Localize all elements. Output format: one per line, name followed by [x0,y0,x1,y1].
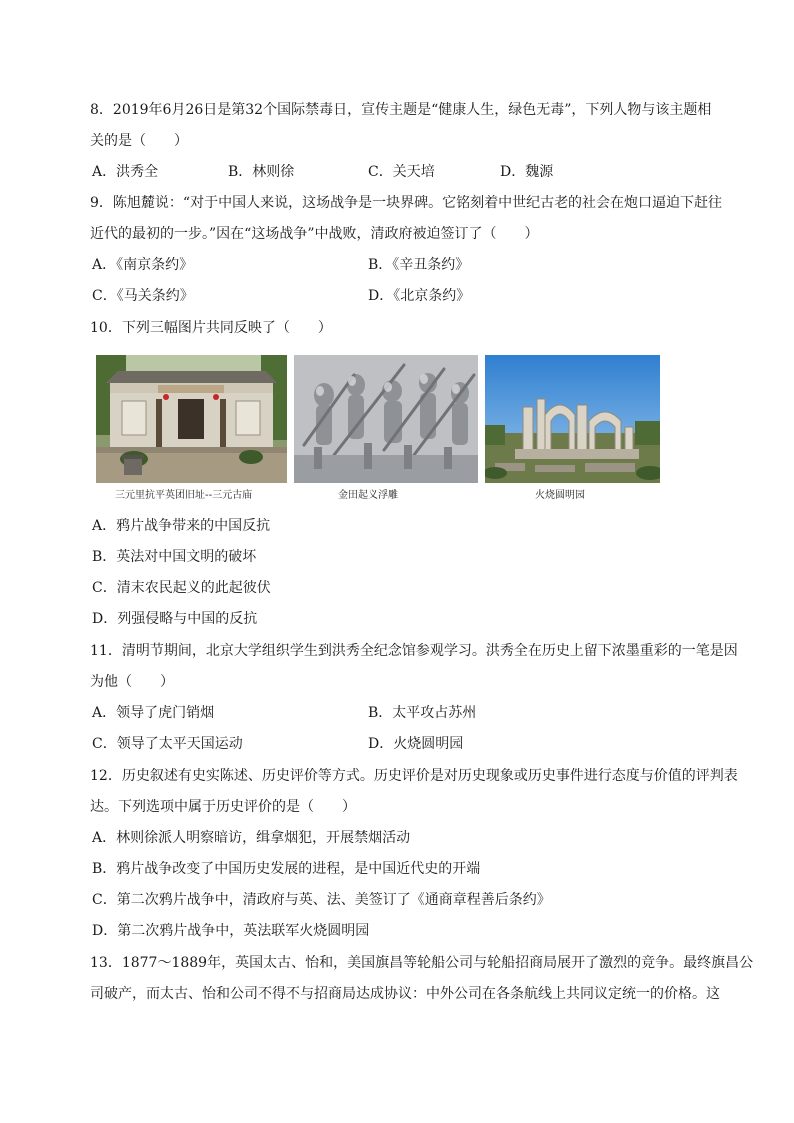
q8-option-b[interactable]: B．林则徐 [228,164,295,180]
q12-option-c[interactable]: C．第二次鸦片战争中，清政府与英、法、美签订了《通商章程善后条约》 [92,892,551,908]
q8-stem-line1: 8．2019年6月26日是第32个国际禁毒日，宣传主题是“健康人生，绿色无毒”，下列人物与该主题相 [90,102,712,118]
q11-option-b[interactable]: B．太平攻占苏州 [368,705,477,721]
q9-option-b[interactable]: B．《辛丑条约》 [368,257,470,273]
q9-option-d[interactable]: D．《北京条约》 [368,288,471,304]
caption-figure-3: 火烧圆明园 [535,490,585,501]
caption-figure-1: 三元里抗平英团旧址--三元古庙 [115,490,253,501]
q10-option-c[interactable]: C．清末农民起义的此起彼伏 [92,580,271,596]
q10-stem: 10．下列三幅图片共同反映了（ ） [90,320,332,336]
q8-stem-line2: 关的是（ ） [90,133,188,149]
q11-option-d[interactable]: D．火烧圆明园 [368,736,464,752]
q12-stem-line2: 达。下列选项中属于历史评价的是（ ） [90,799,356,815]
q9-stem-line2: 近代的最初的一步。”因在“这场战争”中战败，清政府被迫签订了（ ） [90,226,539,242]
q9-option-c[interactable]: C．《马关条约》 [92,288,194,304]
q8-option-d[interactable]: D．魏源 [500,164,554,180]
q11-option-a[interactable]: A．领导了虎门销烟 [92,705,215,721]
q11-option-c[interactable]: C．领导了太平天国运动 [92,736,243,752]
figure-jintian-relief [294,355,478,483]
q12-option-a[interactable]: A．林则徐派人明察暗访，缉拿烟犯，开展禁烟活动 [92,830,411,846]
q9-option-a[interactable]: A．《南京条约》 [92,257,194,273]
q12-option-b[interactable]: B．鸦片战争改变了中国历史发展的进程，是中国近代史的开端 [92,861,481,877]
q9-stem-line1: 9．陈旭麓说：“对于中国人来说，这场战争是一块界碑。它铭刻着中世纪古老的社会在炮口逼迫下赶往 [90,195,723,211]
q13-stem-line2: 司破产，而太古、怡和公司不得不与招商局达成协议：中外公司在各条航线上共同议定统一的价格。这 [90,986,720,1002]
q11-stem-line2: 为他（ ） [90,674,174,690]
q10-option-d[interactable]: D．列强侵略与中国的反抗 [92,611,258,627]
caption-figure-2: 金田起义浮雕 [338,490,398,501]
q13-stem-line1: 13．1877～1889年，英国太古、怡和，美国旗昌等轮船公司与轮船招商局展开了激烈的竞争。最终旗昌公 [90,955,754,971]
figure-yuanmingyuan-ruins [485,355,660,483]
q11-stem-line1: 11．清明节期间，北京大学组织学生到洪秀全纪念馆参观学习。洪秀全在历史上留下浓墨重彩的一笔是因 [90,643,738,659]
q8-option-a[interactable]: A．洪秀全 [92,164,159,180]
q12-option-d[interactable]: D．第二次鸦片战争中，英法联军火烧圆明园 [92,923,370,939]
q8-option-c[interactable]: C．关天培 [368,164,435,180]
q10-option-b[interactable]: B．英法对中国文明的破坏 [92,549,257,565]
q10-option-a[interactable]: A．鸦片战争带来的中国反抗 [92,518,271,534]
figure-sanyuanli-temple [96,355,287,483]
q12-stem-line1: 12．历史叙述有史实陈述、历史评价等方式。历史评价是对历史现象或历史事件进行态度与价值的评判表 [90,768,738,784]
